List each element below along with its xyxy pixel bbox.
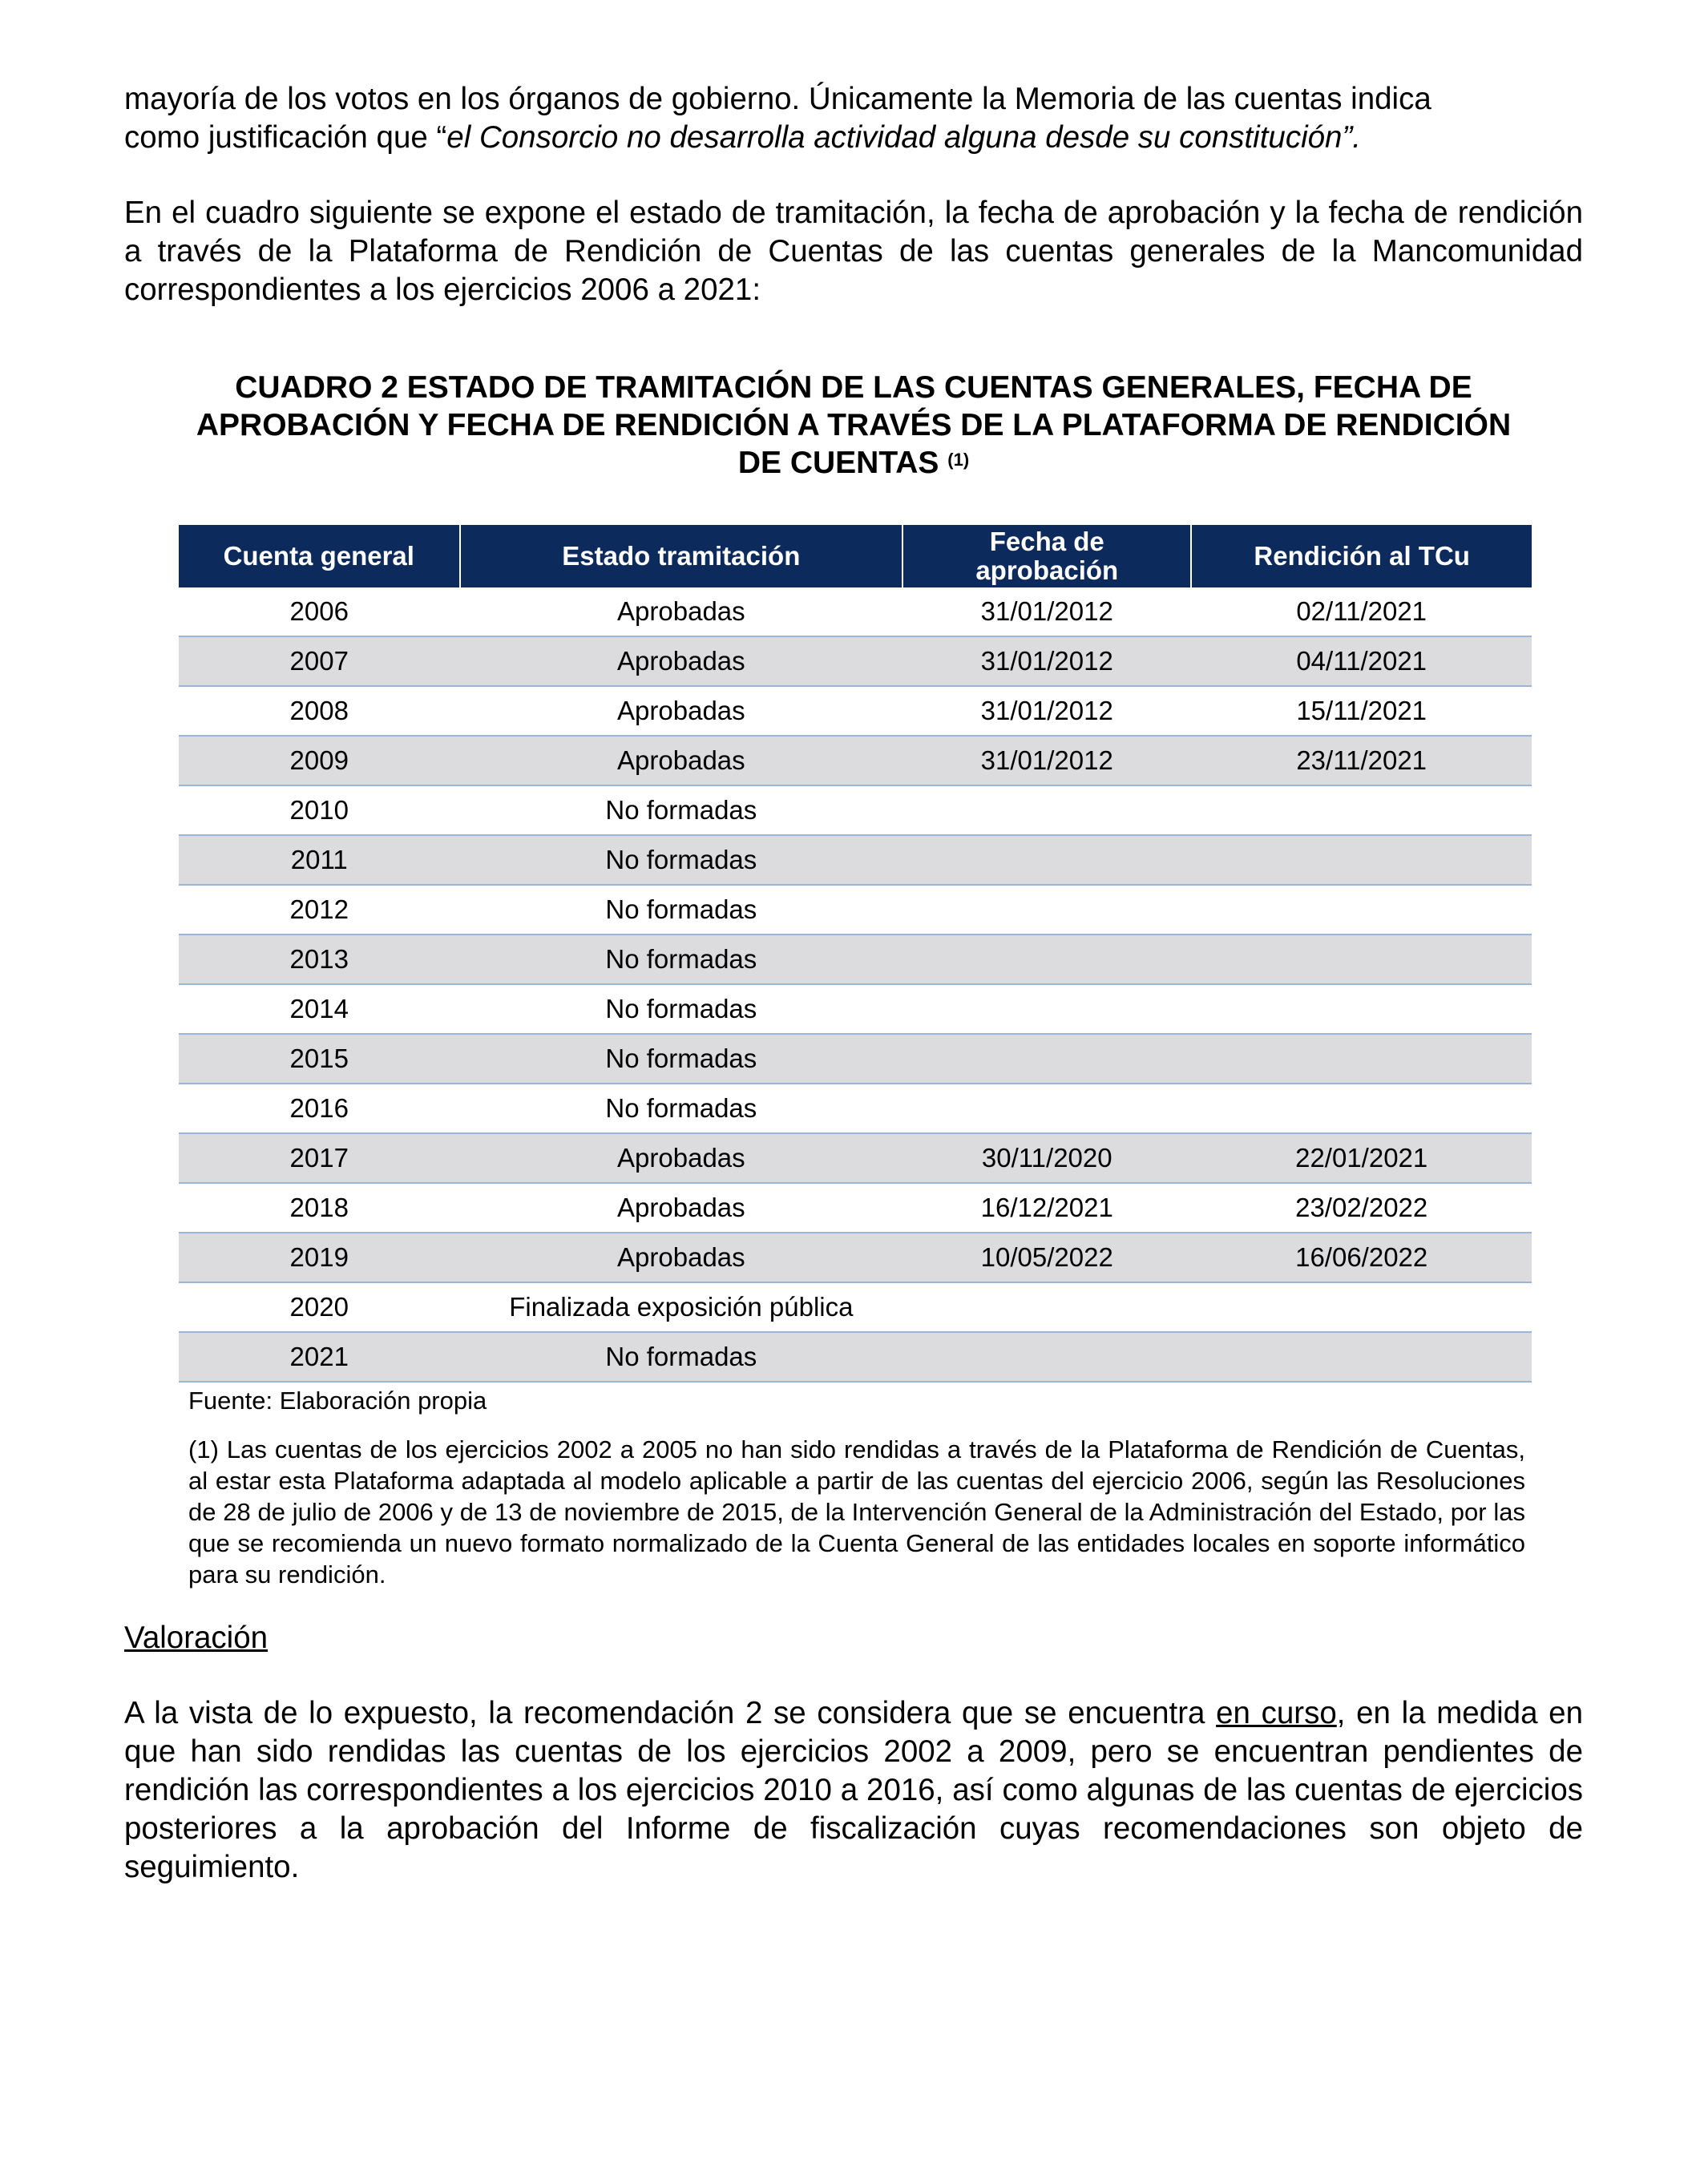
cell-status: Aprobadas xyxy=(460,1133,903,1183)
intro-paragraph-2: En el cuadro siguiente se expone el estado de tramitación, la fecha de aprobación y la fecha de rendición a través de la Plataforma de Rendición de Cuentas de las cuentas generales de la Mancomunidad correspondientes a los ejercicios 2006 a 2021: xyxy=(124,196,1583,307)
cell-status: Aprobadas xyxy=(460,736,903,785)
table-row xyxy=(179,1133,1532,1183)
table-title-line2: APROBACIÓN Y FECHA DE RENDICIÓN A TRAVÉS DE LA PLATAFORMA DE RENDICIÓN xyxy=(196,408,1512,442)
cell-year: 2016 xyxy=(179,1084,460,1133)
cell-year: 2017 xyxy=(179,1133,460,1183)
table-footnote: (1) Las cuentas de los ejercicios 2002 a 2005 no han sido rendidas a través de la Plataforma de Rendición de Cuentas, al estar esta Plataforma adaptada al modelo aplicable a partir de las cuentas del ejercicio 2006, según las Resoluciones de 28 de julio de 2006 y de 13 de noviembre de 2015, de la Intervención General de la Administración del Estado, por las que se recomienda un nuevo formato normalizado de la Cuenta General de las entidades locales en soporte informático para su rendición. xyxy=(188,1435,1525,1589)
table-row xyxy=(179,1084,1532,1133)
cell-year: 2020 xyxy=(179,1282,460,1332)
cell-tcu-date: 16/06/2022 xyxy=(1191,1233,1532,1282)
cell-tcu-date: 23/02/2022 xyxy=(1191,1183,1532,1233)
cell-status: No formadas xyxy=(460,935,903,984)
cell-status: No formadas xyxy=(460,885,903,935)
table-source: Fuente: Elaboración propia xyxy=(188,1387,487,1415)
table-row xyxy=(179,1183,1532,1233)
table-body xyxy=(179,587,1532,1382)
cell-year: 2006 xyxy=(179,587,460,636)
cell-year: 2019 xyxy=(179,1233,460,1282)
accounts-table xyxy=(179,525,1532,1383)
document-page xyxy=(124,80,1583,1887)
table-row xyxy=(179,984,1532,1034)
cell-approval-date: 31/01/2012 xyxy=(902,686,1191,736)
valoracion-heading: Valoración xyxy=(124,1621,269,1655)
valoracion-status-underlined: en curso xyxy=(1216,1696,1337,1730)
cell-approval-date xyxy=(902,984,1191,1034)
cell-approval-date: 10/05/2022 xyxy=(902,1233,1191,1282)
cell-year: 2009 xyxy=(179,736,460,785)
table-header-row xyxy=(179,525,1532,587)
table-row xyxy=(179,935,1532,984)
cell-status: No formadas xyxy=(460,1332,903,1382)
cell-tcu-date: 04/11/2021 xyxy=(1191,636,1532,686)
table-title-line1: CUADRO 2 ESTADO DE TRAMITACIÓN DE LAS CUENTAS GENERALES, FECHA DE xyxy=(235,370,1472,405)
cell-approval-date xyxy=(902,1282,1191,1332)
cell-year: 2014 xyxy=(179,984,460,1034)
cell-tcu-date xyxy=(1191,984,1532,1034)
cell-approval-date xyxy=(902,1034,1191,1084)
cell-year: 2012 xyxy=(179,885,460,935)
cell-year: 2010 xyxy=(179,785,460,835)
cell-approval-date: 30/11/2020 xyxy=(902,1133,1191,1183)
table-row xyxy=(179,1233,1532,1282)
cell-tcu-date xyxy=(1191,835,1532,885)
cell-status: Aprobadas xyxy=(460,587,903,636)
cell-approval-date xyxy=(902,785,1191,835)
cell-tcu-date xyxy=(1191,1282,1532,1332)
cell-approval-date: 16/12/2021 xyxy=(902,1183,1191,1233)
cell-tcu-date: 15/11/2021 xyxy=(1191,686,1532,736)
header-fecha-aprobacion-text: Fecha de aprobación xyxy=(975,527,1119,585)
cell-status: No formadas xyxy=(460,1084,903,1133)
table-row xyxy=(179,636,1532,686)
cell-approval-date xyxy=(902,1084,1191,1133)
header-cuenta-general: Cuenta general xyxy=(179,525,460,587)
intro-quote: el Consorcio no desarrolla actividad alguna desde su constitución”. xyxy=(446,120,1361,155)
cell-year: 2008 xyxy=(179,686,460,736)
cell-approval-date xyxy=(902,835,1191,885)
cell-tcu-date xyxy=(1191,1332,1532,1382)
table-title-note: (1) xyxy=(947,450,970,470)
header-rendicion-tcu: Rendición al TCu xyxy=(1191,525,1532,587)
cell-approval-date: 31/01/2012 xyxy=(902,587,1191,636)
table-title xyxy=(124,369,1583,482)
cell-status: Aprobadas xyxy=(460,686,903,736)
valoracion-paragraph xyxy=(124,1694,1583,1887)
table-title-line3: DE CUENTAS xyxy=(737,446,939,480)
header-estado-tramitacion: Estado tramitación xyxy=(460,525,903,587)
header-fecha-aprobacion xyxy=(902,525,1191,587)
table-row xyxy=(179,1034,1532,1084)
cell-status: No formadas xyxy=(460,1034,903,1084)
intro-p1-line1: mayoría de los votos en los órganos de gobierno. Únicamente la Memoria de las cuentas indica xyxy=(124,82,1431,116)
table-row xyxy=(179,587,1532,636)
cell-status: No formadas xyxy=(460,785,903,835)
table-row xyxy=(179,1332,1532,1382)
cell-approval-date: 31/01/2012 xyxy=(902,636,1191,686)
valoracion-text-after: , en la medida en que han sido rendidas las cuentas de los ejercicios 2002 a 2009, pero se encuentran pendientes de rendición las correspondientes a los ejercicios 2010 a 2016, así como algunas de las cuentas de ejercicios posteriores a la aprobación del Informe de fiscalización cuyas recomendaciones son objeto de seguimiento. xyxy=(124,1696,1583,1884)
cell-tcu-date: 02/11/2021 xyxy=(1191,587,1532,636)
cell-tcu-date xyxy=(1191,785,1532,835)
cell-year: 2007 xyxy=(179,636,460,686)
valoracion-text-before: A la vista de lo expuesto, la recomendación 2 se considera que se encuentra xyxy=(124,1696,1217,1730)
cell-tcu-date xyxy=(1191,885,1532,935)
cell-status: Aprobadas xyxy=(460,1233,903,1282)
cell-status: No formadas xyxy=(460,984,903,1034)
cell-year: 2013 xyxy=(179,935,460,984)
table-row xyxy=(179,1282,1532,1332)
table-row xyxy=(179,885,1532,935)
intro-paragraph-1 xyxy=(124,80,1583,157)
cell-tcu-date xyxy=(1191,1084,1532,1133)
intro-p1-line2: como justificación que “ xyxy=(124,120,447,155)
cell-status: Aprobadas xyxy=(460,1183,903,1233)
cell-approval-date xyxy=(902,935,1191,984)
cell-year: 2018 xyxy=(179,1183,460,1233)
cell-tcu-date xyxy=(1191,935,1532,984)
cell-tcu-date: 23/11/2021 xyxy=(1191,736,1532,785)
table-row xyxy=(179,686,1532,736)
table-row xyxy=(179,835,1532,885)
cell-approval-date xyxy=(902,1332,1191,1382)
table-row xyxy=(179,785,1532,835)
cell-status: No formadas xyxy=(460,835,903,885)
cell-year: 2021 xyxy=(179,1332,460,1382)
cell-approval-date xyxy=(902,885,1191,935)
cell-year: 2011 xyxy=(179,835,460,885)
cell-approval-date: 31/01/2012 xyxy=(902,736,1191,785)
table-row xyxy=(179,736,1532,785)
cell-year: 2015 xyxy=(179,1034,460,1084)
cell-tcu-date xyxy=(1191,1034,1532,1084)
cell-status: Aprobadas xyxy=(460,636,903,686)
cell-tcu-date: 22/01/2021 xyxy=(1191,1133,1532,1183)
cell-status: Finalizada exposición pública xyxy=(460,1282,903,1332)
